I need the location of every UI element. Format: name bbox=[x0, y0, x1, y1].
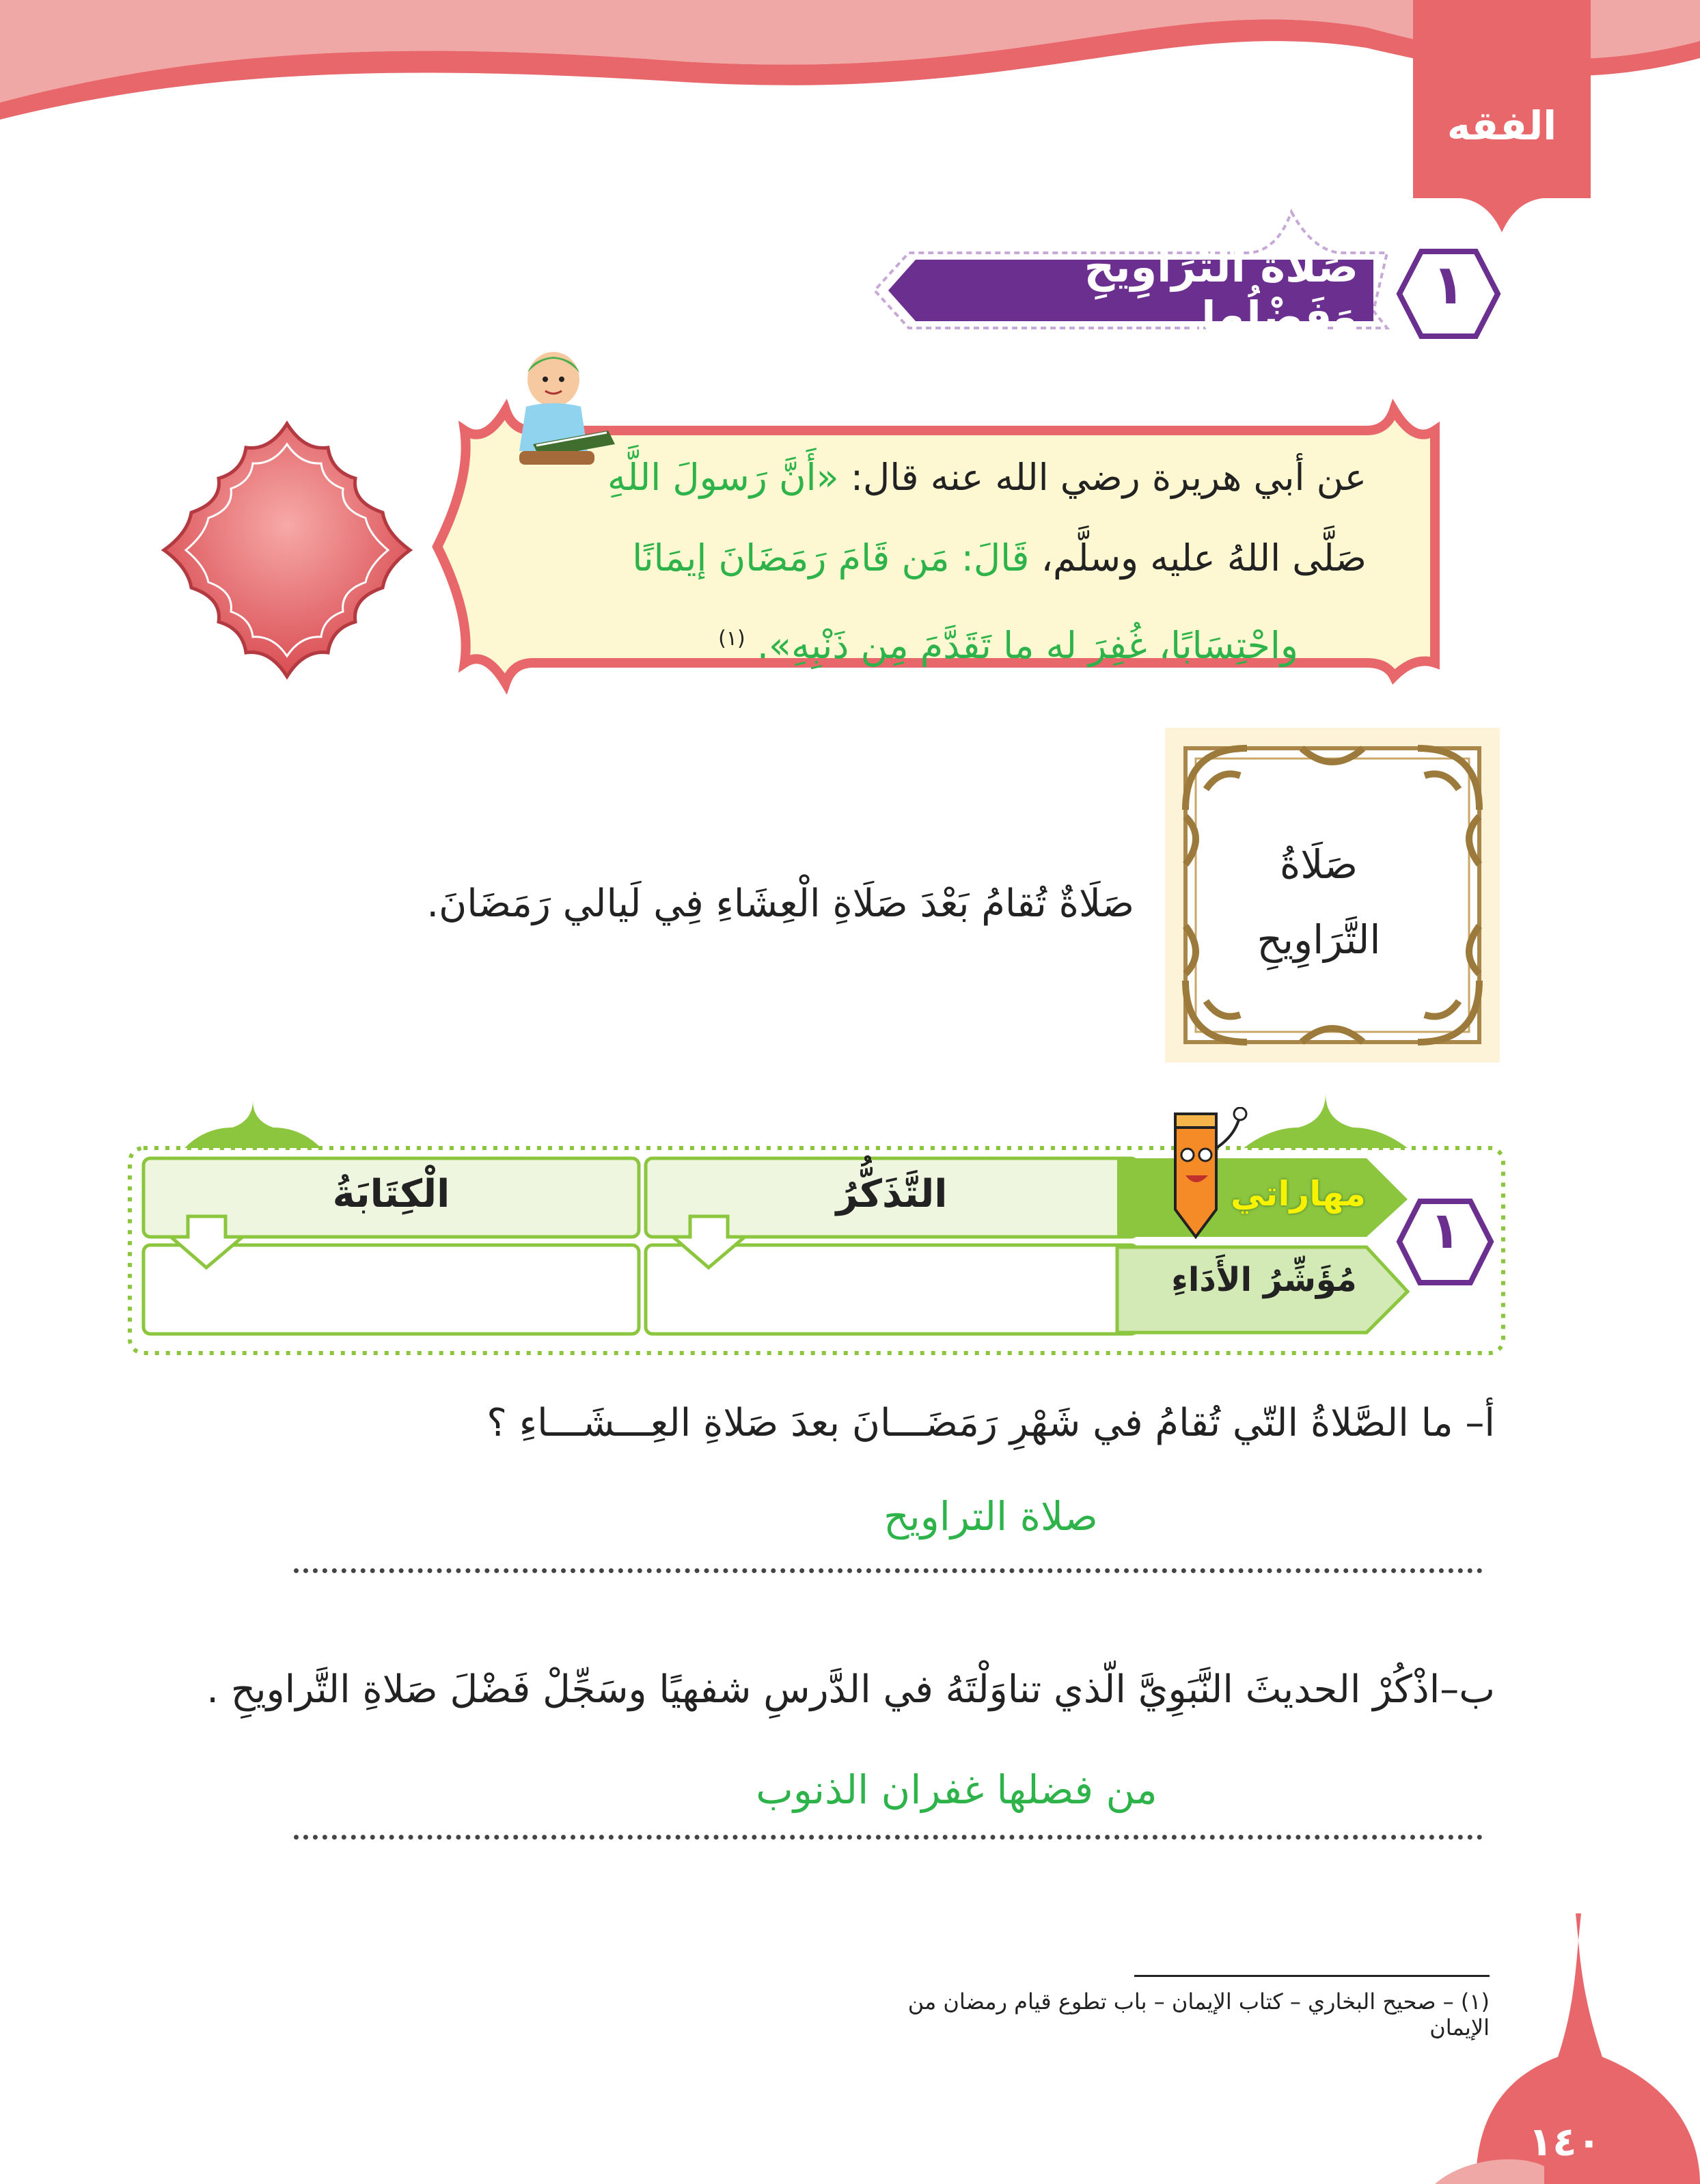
column-writing: الْكِتَابَةُ bbox=[332, 1172, 450, 1216]
hadith-salutation: صَلَّى اللهُ عليه وسلَّم، bbox=[1029, 536, 1367, 579]
definition-term-line-1: صَلَاةُ bbox=[1279, 841, 1358, 888]
answer-b-line bbox=[294, 1835, 1483, 1840]
hadith-line-2 bbox=[519, 518, 1367, 599]
hadith-line-1 bbox=[519, 437, 1367, 518]
hadith-text bbox=[519, 437, 1367, 686]
skills-number: ١ bbox=[1429, 1201, 1461, 1260]
answer-b: من فضلها غفران الذنوب bbox=[756, 1766, 1157, 1813]
hadith-line-3 bbox=[519, 599, 1367, 686]
lesson-number: ١ bbox=[1431, 253, 1466, 316]
skills-table-frame bbox=[123, 1087, 1510, 1360]
question-b: ب–اذْكُرْ الحديثَ النَّبَوِيَّ الّذي تناوَلْتَهُ في الدَّرسِ شفهيًا وسَجِّلْ فَضْلَ صَلاةِ التَّراويحِ . bbox=[206, 1667, 1495, 1712]
coral-ornament bbox=[157, 417, 417, 683]
footnote: (١) – صحيح البخاري – كتاب الإيمان – باب تطوع قيام رمضان من الإيمان bbox=[907, 1989, 1490, 2040]
hadith-quote-start: «أَنَّ رَسولَ اللَّهِ bbox=[607, 456, 839, 499]
hadith-intro: عن أبي هريرة رضي الله عنه قال: bbox=[838, 456, 1367, 499]
hadith-quote-end: واحْتِسَابًا، غُفِرَ له ما تَقَدَّمَ مِن ذَنْبِهِ». bbox=[756, 624, 1298, 667]
answer-a: صلاة التراويح bbox=[883, 1493, 1098, 1540]
performance-indicator: مُؤَشِّرُ الأَدَاءِ bbox=[1171, 1261, 1357, 1299]
definition-text: صَلَاةٌ تُقامُ بَعْدَ صَلَاةِ الْعِشَاءِ فِي لَيالي رَمَضَانَ. bbox=[426, 882, 1134, 926]
definition-term bbox=[1203, 827, 1435, 977]
answer-a-line bbox=[294, 1568, 1483, 1573]
question-a: أ– ما الصَّلاةُ التّي تُقامُ في شَهْرِ رَمَضَـــانَ بعدَ صَلاةِ العِـــشَـــاءِ ؟ bbox=[486, 1401, 1495, 1445]
lesson-title: صَلَاةُ التَّرَاوِيحِ وَفَضْلُها. bbox=[1084, 242, 1358, 342]
subject-title: الفقه bbox=[1447, 103, 1557, 149]
hadith-footnote-ref: (١) bbox=[718, 627, 745, 651]
hadith-quote-middle: قَالَ: مَن قَامَ رَمَضَانَ إيمَانًا bbox=[632, 536, 1030, 579]
column-recall: التَّذَكُّرُ bbox=[836, 1172, 948, 1216]
page-number: ١٤٠ bbox=[1528, 2118, 1602, 2165]
definition-term-line-2: التَّرَاوِيحِ bbox=[1257, 916, 1381, 963]
skills-label: مهاراتي bbox=[1230, 1174, 1367, 1214]
